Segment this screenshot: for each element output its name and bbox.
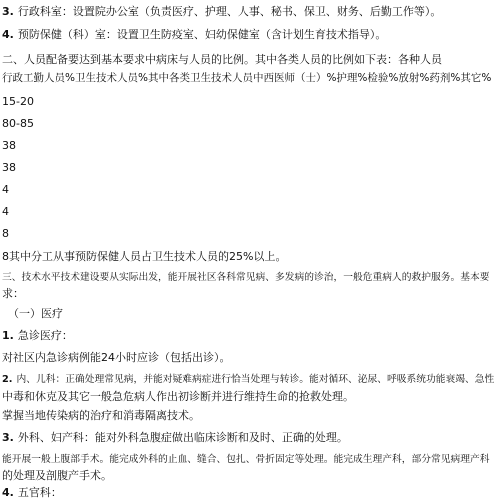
paragraph-line: 对社区内急诊病例能24小时应诊（包括出诊）。 <box>2 351 231 364</box>
item-text: 预防保健（科）室：设置卫生防疫室、妇幼保健室（含计划生育技术指导）。 <box>17 28 387 41</box>
list-item <box>2 5 441 19</box>
item-number: 3. <box>2 5 14 18</box>
item-text: 急诊医疗： <box>17 329 73 342</box>
list-item <box>2 329 73 343</box>
list-item <box>2 28 386 42</box>
section-heading: 二、人员配备要达到基本要求中病床与人员的比例。其中各类人员的比例如下表：各种人员 <box>2 53 442 66</box>
list-item <box>2 486 62 500</box>
item-number: 4. <box>2 28 14 41</box>
table-value: 4 <box>2 205 9 218</box>
item-text: 内、儿科：正确处理常见病，并能对疑难病症进行恰当处理与转诊。能对循环、泌尿、呼吸系统功能衰竭、急性 <box>16 374 495 385</box>
item-number: 2. <box>2 374 13 385</box>
item-number: 3. <box>2 431 14 444</box>
paragraph-line: 求： <box>2 287 24 300</box>
table-value: 38 <box>2 161 16 174</box>
list-item <box>2 431 348 445</box>
paragraph-line: 的处理及剖腹产手术。 <box>2 469 112 482</box>
paragraph-line: 能开展一般上腹部手术。能完成外科的止血、缝合、包扎、骨折固定等处理。能完成生理产科，部分常见病理产科 <box>2 454 490 465</box>
paragraph-line: 中毒和休克及其它一般急危病人作出初诊断并进行维持生命的抢救处理。 <box>2 390 354 403</box>
item-number: 4. <box>2 486 14 499</box>
table-value: 4 <box>2 183 9 196</box>
table-value: 38 <box>2 139 16 152</box>
paragraph-line: 掌握当地传染病的治疗和消毒隔离技术。 <box>2 409 200 422</box>
item-text: 行政科室：设置院办公室（负责医疗、护理、人事、秘书、保卫、财务、后勤工作等）。 <box>17 5 442 18</box>
table-header-line: 行政工勤人员%卫生技术人员%其中各类卫生技术人员中西医师（士）%护理%检验%放射%药剂%其它% <box>2 72 492 84</box>
paragraph-line: 8其中分工从事预防保健人员占卫生技术人员的25%以上。 <box>2 250 287 263</box>
section-heading: 三、技术水平技术建设要从实际出发，能开展社区各科常见病、多发病的诊治，一般危重病人的救护服务。基本要 <box>2 272 490 283</box>
list-item <box>2 373 494 387</box>
table-value: 8 <box>2 227 9 240</box>
table-value: 80-85 <box>2 117 34 130</box>
item-text: 外科、妇产科：能对外科急腹症做出临床诊断和及时、正确的处理。 <box>17 431 348 444</box>
item-text: 五官科： <box>17 486 62 499</box>
item-number: 1. <box>2 329 14 342</box>
subsection-heading: （一）医疗 <box>8 307 63 320</box>
table-value: 15-20 <box>2 95 34 108</box>
